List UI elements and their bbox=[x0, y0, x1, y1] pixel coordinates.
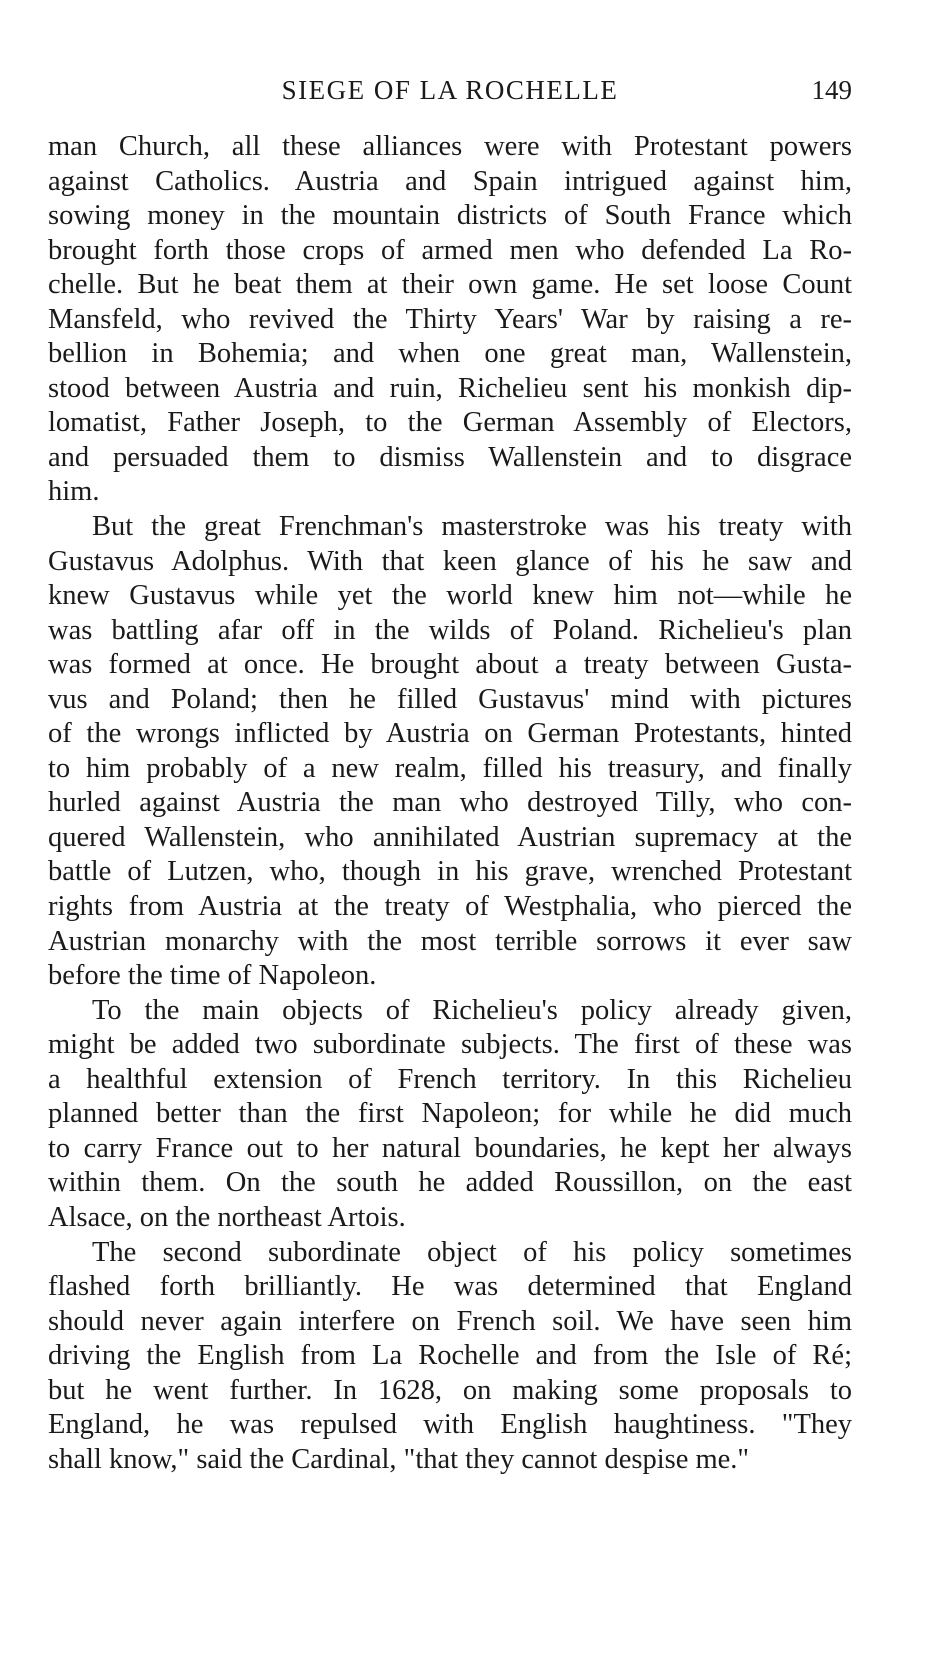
text-line: vus and Poland; then he filled Gustavus' mind with pictures bbox=[48, 683, 852, 715]
text-line: was battling afar off in the wilds of Poland. Richelieu's plan bbox=[48, 614, 852, 646]
text-line: shall know," said the Cardinal, "that they cannot despise me." bbox=[48, 1443, 750, 1475]
text-line: Austrian monarchy with the most terrible sorrows it ever saw bbox=[48, 925, 852, 957]
text-line: planned better than the first Napoleon; for while he did much bbox=[48, 1098, 852, 1130]
text-line: flashed forth brilliantly. He was determined that England bbox=[48, 1271, 852, 1303]
text-line: to carry France out to her natural boundaries, he kept her always bbox=[48, 1132, 852, 1164]
text-line: brought forth those crops of armed men who defended La Ro- bbox=[48, 234, 852, 266]
text-line: man Church, all these alliances were with Protestant powers bbox=[48, 131, 852, 162]
text-line: quered Wallenstein, who annihilated Austrian supremacy at the bbox=[48, 821, 852, 853]
text-line: should never again interfere on French soil. We have seen him bbox=[48, 1305, 852, 1337]
text-line: before the time of Napoleon. bbox=[48, 960, 377, 992]
text-line: but he went further. In 1628, on making some proposals to bbox=[48, 1374, 852, 1406]
text-line: England, he was repulsed with English haughtiness. "They bbox=[48, 1409, 852, 1441]
page-number: 149 bbox=[811, 75, 852, 105]
text-line: to him probably of a new realm, filled his treasury, and finally bbox=[48, 752, 852, 784]
text-line: a healthful extension of French territory. In this Richelieu bbox=[48, 1063, 852, 1095]
text-line: rights from Austria at the treaty of Westphalia, who pierced the bbox=[48, 891, 852, 923]
text-line: and persuaded them to dismiss Wallenstein and to disgrace bbox=[48, 441, 852, 473]
text-line: battle of Lutzen, who, though in his grave, wrenched Protestant bbox=[48, 856, 852, 888]
text-line: sowing money in the mountain districts of South France which bbox=[48, 200, 852, 232]
running-title: SIEGE OF LA ROCHELLE bbox=[281, 75, 619, 105]
text-line: lomatist, Father Joseph, to the German Assembly of Electors, bbox=[48, 407, 852, 439]
text-line: Gustavus Adolphus. With that keen glance of his he saw and bbox=[48, 545, 852, 577]
text-line: Mansfeld, who revived the Thirty Years' War by raising a re- bbox=[48, 303, 852, 335]
text-line: within them. On the south he added Roussillon, on the east bbox=[48, 1167, 852, 1199]
text-line: stood between Austria and ruin, Richelieu sent his monkish dip- bbox=[48, 372, 852, 404]
text-line: him. bbox=[48, 476, 100, 508]
text-line: chelle. But he beat them at their own game. He set loose Count bbox=[48, 269, 852, 301]
running-head bbox=[48, 72, 852, 116]
text-line: was formed at once. He brought about a treaty between Gusta- bbox=[48, 649, 852, 681]
text-line: hurled against Austria the man who destroyed Tilly, who con- bbox=[48, 787, 852, 819]
text-line: driving the English from La Rochelle and from the Isle of Ré; bbox=[48, 1340, 852, 1372]
paragraph-first-line: But the great Frenchman's masterstroke was his treaty with bbox=[92, 511, 852, 543]
text-line: knew Gustavus while yet the world knew him not—while he bbox=[48, 580, 852, 612]
text-line: Alsace, on the northeast Artois. bbox=[48, 1201, 406, 1233]
paragraph-first-line: To the main objects of Richelieu's policy already given, bbox=[92, 994, 852, 1026]
body-text bbox=[48, 130, 852, 1477]
paragraph-first-line: The second subordinate object of his policy sometimes bbox=[92, 1236, 852, 1268]
text-line: of the wrongs inflicted by Austria on German Protestants, hinted bbox=[48, 718, 852, 750]
text-line: against Catholics. Austria and Spain intrigued against him, bbox=[48, 165, 852, 197]
text-line: bellion in Bohemia; and when one great man, Wallenstein, bbox=[48, 338, 852, 370]
text-line: might be added two subordinate subjects. The first of these was bbox=[48, 1029, 852, 1061]
